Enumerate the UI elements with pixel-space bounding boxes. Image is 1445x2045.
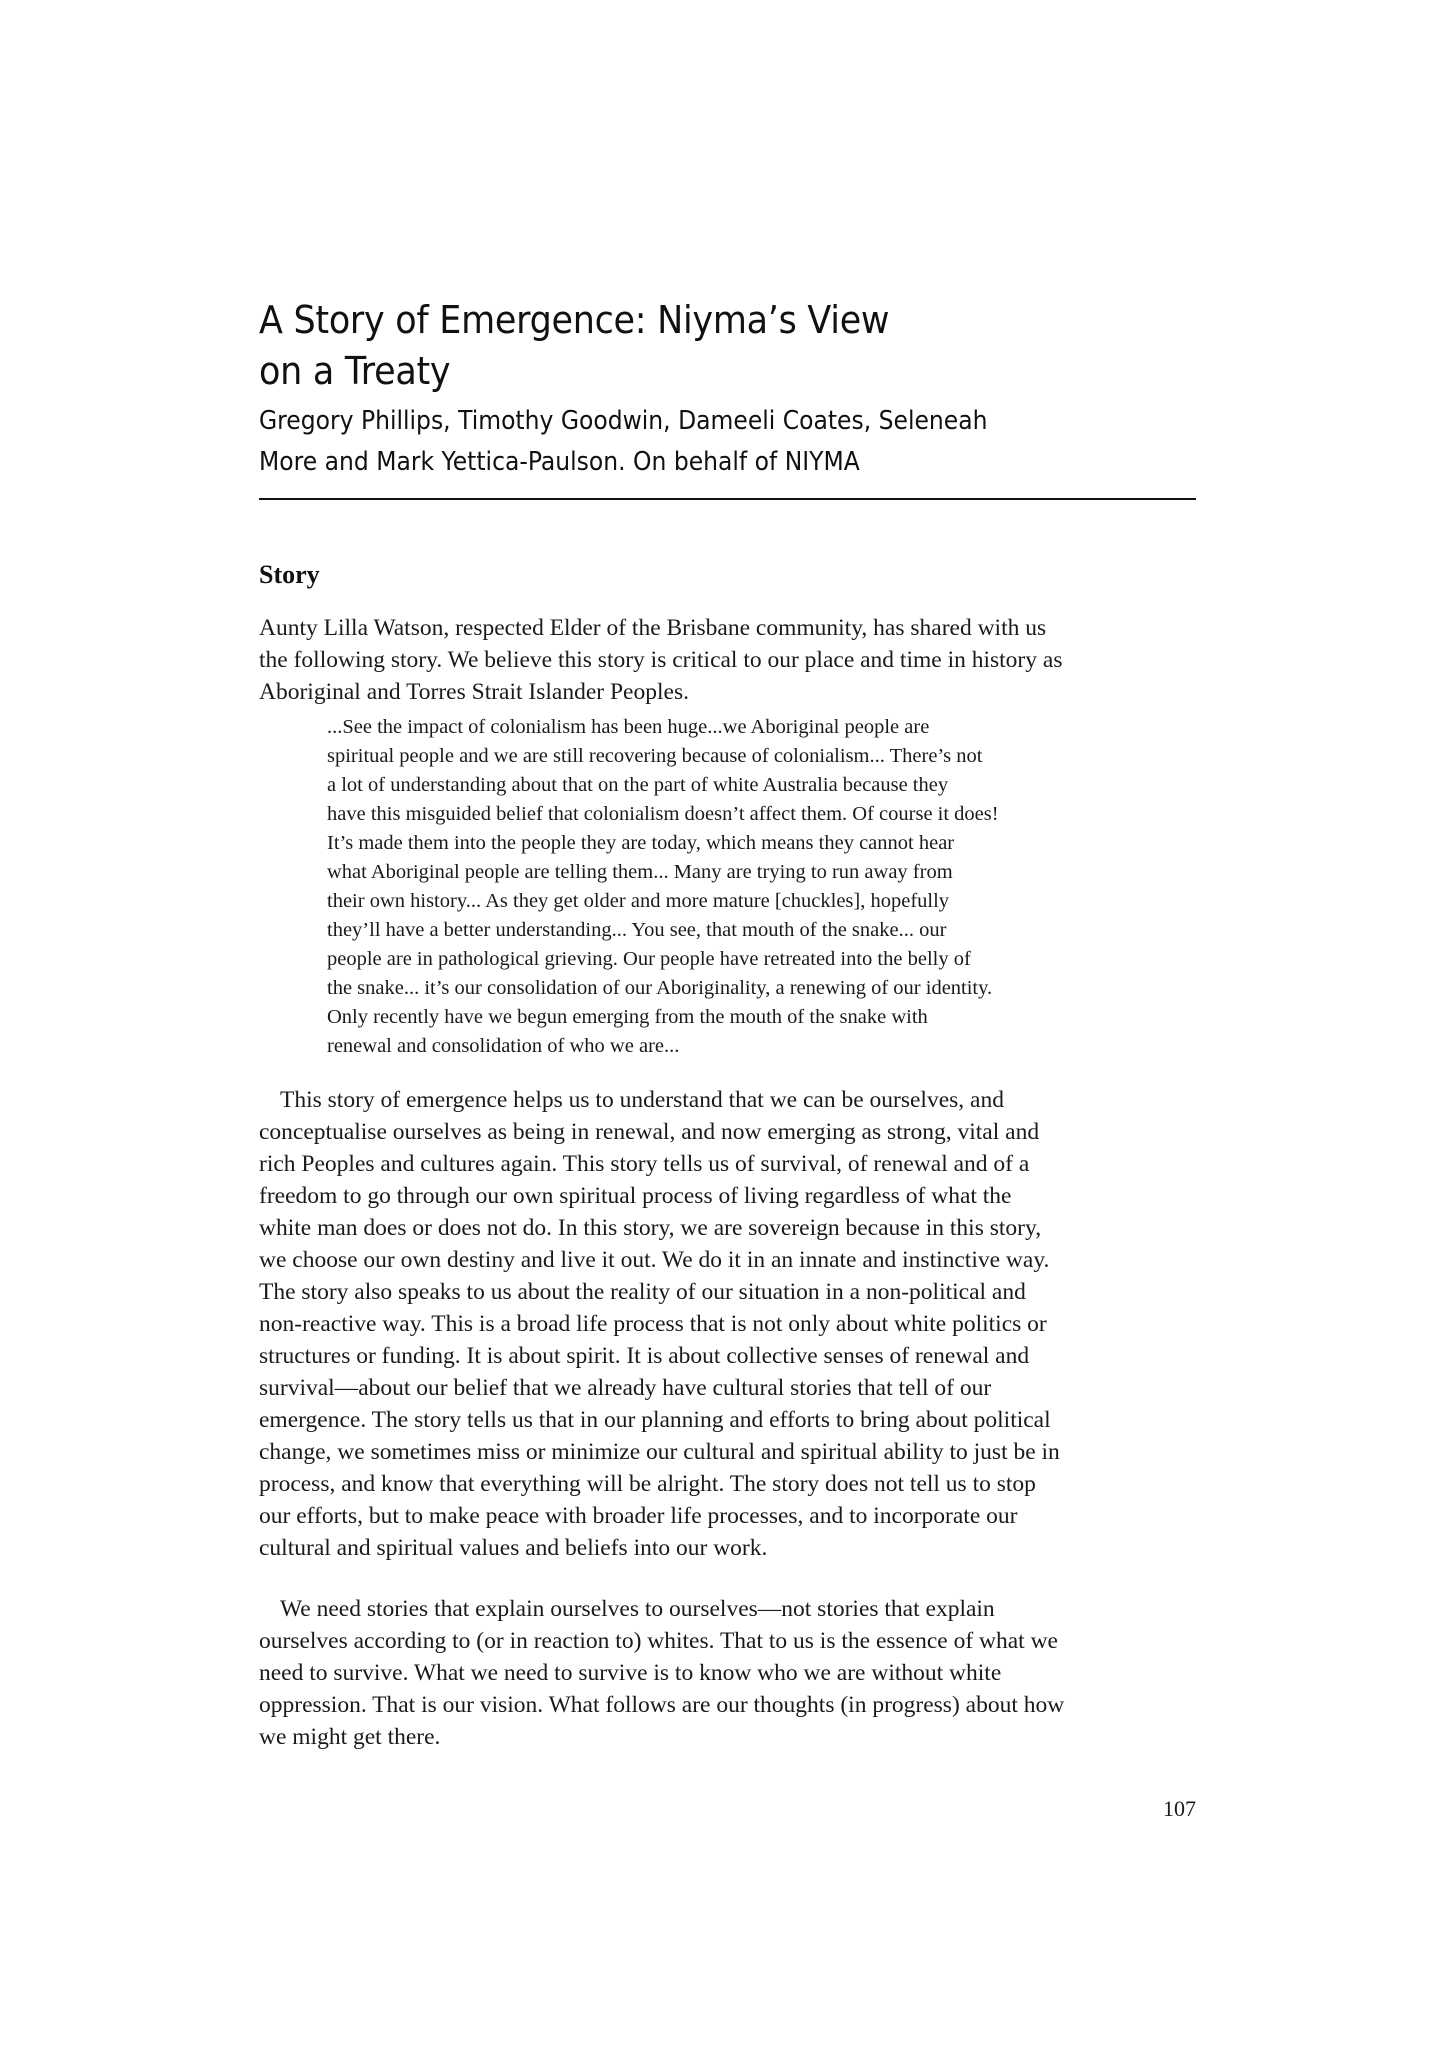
text-line: survival—about our belief that we already have cultural stories that tell of our [259,1375,992,1401]
text-line: white man does or does not do. In this story, we are sovereign because in this story, [259,1215,1042,1241]
body-paragraph-1 [259,1084,1199,1564]
text-line: rich Peoples and cultures again. This story tells us of survival, of renewal and of a [259,1151,1030,1177]
quote-line: the snake... it’s our consolidation of our Aboriginality, a renewing of our identity. [327,977,993,999]
quote-line: their own history... As they get older and more mature [chuckles], hopefully [327,890,950,912]
quote-line: renewal and consolidation of who we are... [327,1035,680,1057]
authors-line: Gregory Phillips, Timothy Goodwin, Dameeli Coates, Seleneah [259,406,988,436]
chapter-authors [259,401,1197,483]
text-line: emergence. The story tells us that in our planning and efforts to bring about political [259,1407,1051,1433]
intro-paragraph [259,612,1199,708]
quote-line: ...See the impact of colonialism has been huge...we Aboriginal people are [327,716,930,738]
text-line: We need stories that explain ourselves to ourselves—not stories that explain [280,1596,995,1622]
text-line: Aboriginal and Torres Strait Islander Peoples. [259,679,689,705]
title-divider [259,498,1196,500]
quote-line: spiritual people and we are still recovering because of colonialism... There’s not [327,745,983,767]
authors-line: More and Mark Yettica-Paulson. On behalf of NIYMA [259,447,860,477]
quote-line: It’s made them into the people they are today, which means they cannot hear [327,832,955,854]
chapter-title-line: A Story of Emergence: Niyma’s View [259,298,890,342]
text-line: oppression. That is our vision. What follows are our thoughts (in progress) about how [259,1692,1065,1718]
text-line: process, and know that everything will be alright. The story does not tell us to stop [259,1471,1036,1497]
chapter-header [259,295,1199,483]
text-line: freedom to go through our own spiritual process of living regardless of what the [259,1183,1012,1209]
text-line: cultural and spiritual values and beliefs into our work. [259,1535,768,1561]
text-line: structures or funding. It is about spirit. It is about collective senses of renewal and [259,1343,1030,1369]
quote-line: have this misguided belief that colonialism doesn’t affect them. Of course it does! [327,803,999,825]
page-number: 107 [1163,1796,1196,1821]
text-line: non-reactive way. This is a broad life process that is not only about white politics or [259,1311,1047,1337]
text-line: Aunty Lilla Watson, respected Elder of the Brisbane community, has shared with us [259,615,1047,641]
quote-line: people are in pathological grieving. Our people have retreated into the belly of [327,948,971,970]
body-paragraph-2 [259,1593,1199,1753]
chapter-title-line: on a Treaty [259,349,451,393]
text-line: This story of emergence helps us to understand that we can be ourselves, and [280,1087,1004,1113]
quote-line: what Aboriginal people are telling them... Many are trying to run away from [327,861,953,883]
text-line: The story also speaks to us about the reality of our situation in a non-political and [259,1279,1026,1305]
text-line: ourselves according to (or in reaction to) whites. That to us is the essence of what we [259,1628,1058,1654]
text-line: need to survive. What we need to survive is to know who we are without white [259,1660,1002,1686]
text-line: the following story. We believe this story is critical to our place and time in history as [259,647,1063,673]
quote-line: Only recently have we begun emerging from the mouth of the snake with [327,1006,928,1028]
text-line: we choose our own destiny and live it out. We do it in an innate and instinctive way. [259,1247,1050,1273]
chapter-title [259,295,1197,397]
text-line: conceptualise ourselves as being in renewal, and now emerging as strong, vital and [259,1119,1040,1145]
section-heading: Story [259,560,320,589]
quote-line: a lot of understanding about that on the part of white Australia because they [327,774,949,796]
quote-line: they’ll have a better understanding... You see, that mouth of the snake... our [327,919,947,941]
text-line: we might get there. [259,1724,441,1750]
text-line: our efforts, but to make peace with broader life processes, and to incorporate our [259,1503,1018,1529]
block-quote [327,713,1127,1061]
text-line: change, we sometimes miss or minimize our cultural and spiritual ability to just be in [259,1439,1060,1465]
